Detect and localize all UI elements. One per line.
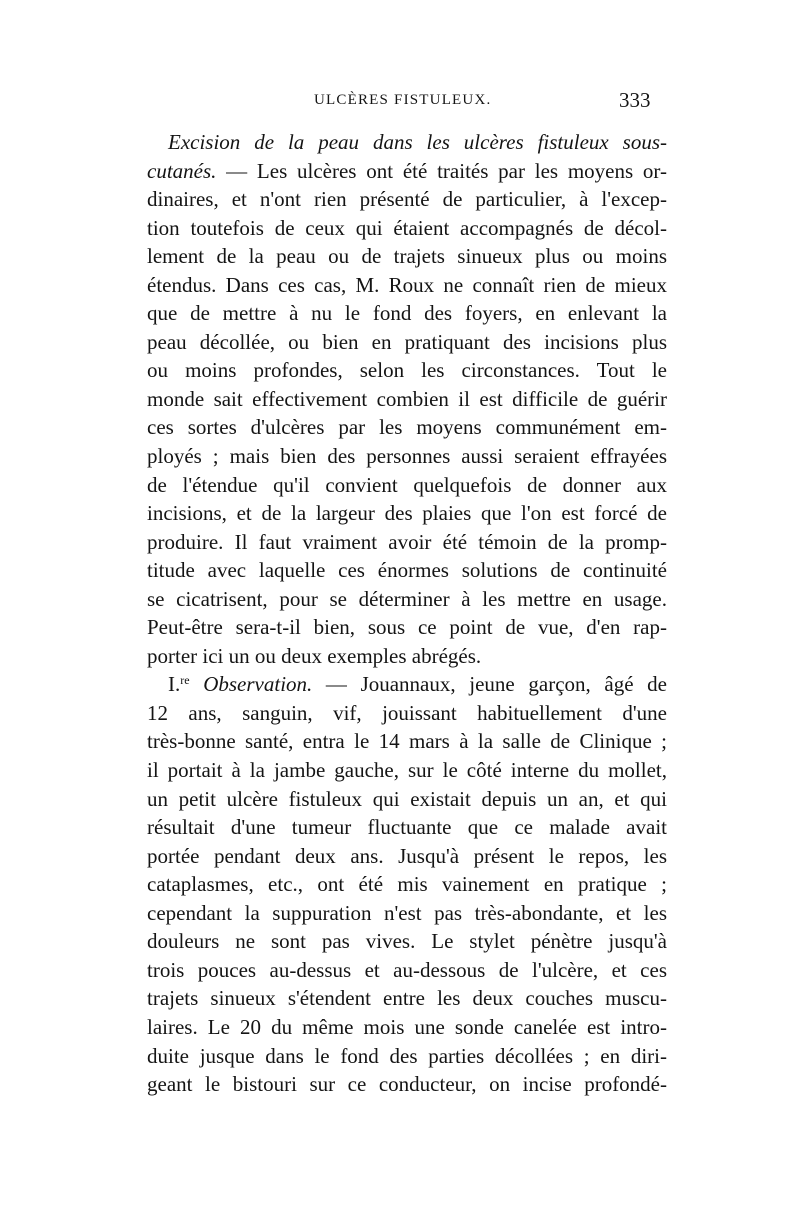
text-line: produire. Il faut vraiment avoir été témoin de la promp- — [147, 529, 667, 554]
text-line: 12 ans, sanguin, vif, jouissant habituellement d'une — [147, 700, 667, 725]
text-line: de l'étendue qu'il convient quelquefois de donner aux — [147, 472, 667, 497]
section-heading-continued: cutanés. — [147, 158, 217, 183]
page-number: 333 — [619, 88, 651, 112]
text-span: — Les ulcères ont été traités par les moyens or- — [216, 158, 667, 183]
text-line: cependant la suppuration n'est pas très-abondante, et les — [147, 900, 667, 925]
running-title: ULCÈRES FISTULEUX. — [314, 92, 492, 108]
text-line: titude avec laquelle ces énormes solutions de continuité — [147, 558, 667, 583]
observation-number-superscript: re — [180, 673, 190, 688]
text-line: portée pendant deux ans. Jusqu'à présent le repos, les — [147, 843, 667, 868]
text-line — [147, 670, 667, 699]
text-line — [147, 128, 667, 157]
text-line: il portait à la jambe gauche, sur le côté interne du mollet, — [147, 758, 667, 783]
text-line: tion toutefois de ceux qui étaient accompagnés de décol- — [147, 215, 667, 240]
text-line: très-bonne santé, entra le 14 mars à la salle de Clinique ; — [147, 729, 667, 754]
text-line: ou moins profondes, selon les circonstances. Tout le — [147, 358, 667, 383]
text-span: — Jouannaux, jeune garçon, âgé de — [312, 672, 668, 697]
text-line: douleurs ne sont pas vives. Le stylet pénètre jusqu'à — [147, 929, 667, 954]
text-line: monde sait effectivement combien il est difficile de guérir — [147, 386, 667, 411]
text-line: lement de la peau ou de trajets sinueux plus ou moins — [147, 244, 667, 269]
text-line: que de mettre à nu le fond des foyers, en enlevant la — [147, 301, 667, 326]
section-heading: Excision de la peau dans les ulcères fistuleux sous- — [168, 130, 667, 154]
text-line: ces sortes d'ulcères par les moyens communément em- — [147, 415, 667, 440]
text-line: ployés ; mais bien des personnes aussi seraient effrayées — [147, 444, 667, 469]
text-line: duite jusque dans le fond des parties décollées ; en diri- — [147, 1043, 667, 1068]
text-line — [147, 157, 667, 186]
text-line: trajets sinueux s'étendent entre les deux couches muscu- — [147, 986, 667, 1011]
text-line: cataplasmes, etc., ont été mis vainement en pratique ; — [147, 872, 667, 897]
text-line: incisions, et de la largeur des plaies que l'on est forcé de — [147, 501, 667, 526]
text-line: résultait d'une tumeur fluctuante que ce malade avait — [147, 815, 667, 840]
observation-heading: Observation. — [203, 672, 313, 697]
body-text — [147, 128, 667, 1099]
text-line: dinaires, et n'ont rien présenté de particulier, à l'excep- — [147, 187, 667, 212]
text-line: se cicatrisent, pour se déterminer à les mettre en usage. — [147, 586, 667, 611]
observation-number: I. — [168, 672, 181, 697]
text-line: étendus. Dans ces cas, M. Roux ne connaît rien de mieux — [147, 272, 667, 297]
text-line: laires. Le 20 du même mois une sonde canelée est intro- — [147, 1014, 667, 1039]
text-line: geant le bistouri sur ce conducteur, on incise profondé- — [147, 1072, 667, 1097]
text-line: un petit ulcère fistuleux qui existait depuis un an, et qui — [147, 786, 667, 811]
text-line: trois pouces au-dessus et au-dessous de l'ulcère, et ces — [147, 957, 667, 982]
text-line: porter ici un ou deux exemples abrégés. — [147, 643, 482, 668]
text-line: peau décollée, ou bien en pratiquant des incisions plus — [147, 329, 667, 354]
text-line: Peut-être sera-t-il bien, sous ce point de vue, d'en rap- — [147, 615, 667, 640]
